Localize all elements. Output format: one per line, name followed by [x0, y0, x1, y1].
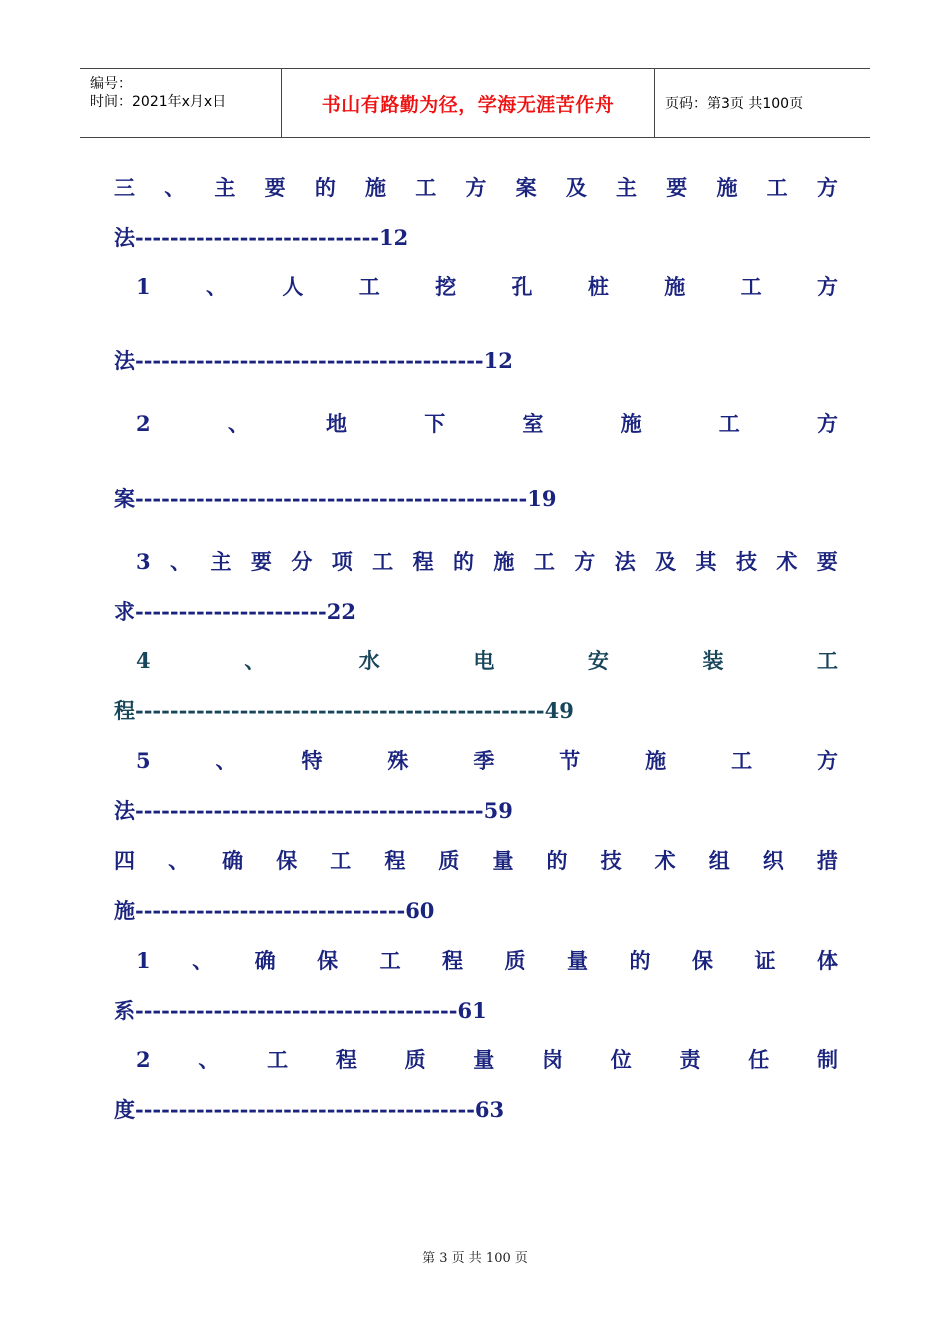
toc-char: 施: [664, 274, 686, 299]
toc-char: 三: [114, 175, 135, 200]
toc-char: 、: [168, 848, 190, 873]
toc-char: 施: [365, 175, 387, 200]
document-header: [80, 68, 870, 138]
toc-char: 、: [244, 648, 266, 673]
toc-char: 3: [136, 548, 151, 574]
toc-char: 案: [515, 175, 537, 200]
toc-char: 工: [731, 748, 753, 773]
toc-char: 方: [465, 175, 487, 200]
toc-char: 特: [301, 748, 323, 773]
toc-char: 下: [424, 411, 446, 436]
toc-char: 、: [192, 948, 214, 973]
toc-char: 季: [473, 748, 495, 773]
toc-char: 量: [492, 848, 514, 873]
toc-char: 、: [170, 549, 192, 574]
toc-entry-heading: [136, 940, 838, 980]
toc-char: 分: [291, 549, 313, 574]
toc-char: 量: [473, 1047, 495, 1072]
toc-char: 四: [114, 848, 135, 873]
toc-char: 岗: [542, 1047, 564, 1072]
toc-entry-heading: [136, 266, 838, 306]
toc-char: 方: [817, 274, 838, 299]
toc-entry-heading: [136, 640, 838, 680]
toc-char: 工: [718, 411, 740, 436]
toc-char: 主: [210, 549, 232, 574]
toc-char: 孔: [511, 274, 533, 299]
toc-char: 装: [702, 648, 724, 673]
toc-char: 、: [164, 175, 186, 200]
toc-char: 工: [330, 848, 352, 873]
toc-char: 要: [666, 175, 688, 200]
toc-char: 工: [267, 1047, 289, 1072]
toc-char: 工: [533, 549, 555, 574]
document-number-label: 编号：: [90, 76, 132, 92]
toc-char: 施: [716, 175, 738, 200]
toc-char: 室: [522, 411, 544, 436]
toc-char: 确: [254, 948, 276, 973]
toc-char: 技: [735, 549, 757, 574]
toc-char: 的: [629, 948, 651, 973]
toc-char: 殊: [387, 748, 409, 773]
toc-char: 、: [227, 411, 249, 436]
toc-char: 质: [438, 848, 460, 873]
page-footer: 第 3 页 共 100 页: [422, 1251, 528, 1266]
toc-char: 的: [546, 848, 568, 873]
toc-char: 程: [384, 848, 406, 873]
toc-char: 工: [372, 549, 394, 574]
toc-char: 主: [616, 175, 638, 200]
toc-char: 确: [222, 848, 244, 873]
toc-char: 要: [264, 175, 286, 200]
document-date-label: 时间：2021年x月x日: [90, 94, 227, 110]
toc-char: 1: [136, 273, 151, 299]
toc-char: 其: [695, 549, 717, 574]
toc-char: 方: [817, 748, 838, 773]
header-page-info: 页码：第3页 共100页: [665, 96, 804, 112]
toc-char: 、: [206, 274, 227, 299]
toc-char: 质: [404, 1047, 426, 1072]
toc-entry-leader: 施-------------------------------60: [114, 898, 435, 923]
toc-char: 量: [567, 948, 589, 973]
toc-char: 及: [655, 549, 677, 574]
header-page-cell: [655, 69, 870, 137]
toc-char: 要: [816, 549, 838, 574]
toc-char: 节: [559, 748, 581, 773]
toc-char: 1: [136, 947, 151, 973]
toc-char: 桩: [587, 274, 609, 299]
toc-char: 工: [766, 175, 788, 200]
toc-char: 制: [816, 1047, 838, 1072]
toc-entry-heading: [136, 403, 838, 443]
toc-char: 工: [379, 948, 401, 973]
toc-char: 安: [587, 648, 609, 673]
toc-char: 施: [620, 411, 642, 436]
toc-char: 程: [335, 1047, 357, 1072]
toc-char: 措: [816, 848, 838, 873]
toc-char: 责: [679, 1047, 701, 1072]
toc-entry-leader: 度---------------------------------------63: [114, 1097, 505, 1122]
toc-char: 保: [691, 948, 713, 973]
toc-char: 程: [412, 549, 434, 574]
toc-char: 挖: [435, 274, 457, 299]
toc-char: 、: [215, 748, 237, 773]
header-motto-cell: [282, 69, 655, 137]
toc-entry-heading: [136, 740, 838, 780]
toc-char: 工: [358, 274, 380, 299]
toc-char: 2: [136, 410, 151, 436]
toc-entry-heading: [136, 1039, 838, 1079]
toc-char: 地: [326, 411, 347, 436]
toc-char: 水: [358, 648, 380, 673]
toc-char: 方: [816, 411, 838, 436]
toc-char: 人: [282, 274, 304, 299]
toc-entry-leader: 程-----------------------------------------------49: [114, 698, 574, 723]
toc-char: 保: [317, 948, 339, 973]
toc-char: 及: [565, 175, 587, 200]
toc-char: 位: [610, 1047, 632, 1072]
toc-char: 施: [493, 549, 515, 574]
toc-char: 施: [645, 748, 667, 773]
toc-entry-leader: 法----------------------------12: [114, 225, 409, 250]
toc-entry-leader: 系-------------------------------------61: [114, 998, 487, 1023]
toc-char: 要: [250, 549, 272, 574]
toc-char: 术: [654, 848, 676, 873]
toc-char: 质: [504, 948, 526, 973]
toc-entry-leader: 求----------------------22: [114, 599, 356, 624]
toc-char: 的: [453, 549, 474, 574]
toc-char: 证: [754, 948, 776, 973]
toc-entry-leader: 法----------------------------------------12: [114, 348, 513, 373]
toc-char: 5: [136, 747, 151, 773]
toc-char: 工: [740, 274, 762, 299]
toc-char: 方: [816, 175, 838, 200]
toc-entry-leader: 案---------------------------------------------19: [114, 486, 557, 511]
toc-char: 体: [816, 948, 838, 973]
toc-char: 任: [748, 1047, 770, 1072]
toc-char: 电: [473, 648, 495, 673]
toc-char: 方: [574, 549, 596, 574]
toc-char: 技: [600, 848, 622, 873]
toc-entry-heading: [114, 167, 838, 207]
toc-char: 法: [614, 549, 636, 574]
toc-char: 、: [198, 1047, 220, 1072]
toc-char: 4: [136, 647, 151, 673]
header-meta-cell: [80, 69, 282, 137]
toc-entry-heading: [136, 541, 838, 581]
toc-char: 工: [415, 175, 437, 200]
toc-char: 保: [276, 848, 298, 873]
toc-entry-heading: [114, 840, 838, 880]
toc-char: 组: [708, 848, 730, 873]
toc-char: 织: [762, 848, 784, 873]
header-motto: 书山有路勤为径，学海无涯苦作舟: [321, 93, 615, 116]
toc-char: 项: [331, 549, 353, 574]
toc-char: 程: [442, 948, 464, 973]
toc-char: 工: [817, 648, 838, 673]
toc-char: 的: [314, 175, 336, 200]
toc-char: 2: [136, 1046, 151, 1072]
toc-char: 术: [776, 549, 798, 574]
toc-entry-leader: 法----------------------------------------59: [114, 798, 513, 823]
toc-char: 主: [214, 175, 236, 200]
